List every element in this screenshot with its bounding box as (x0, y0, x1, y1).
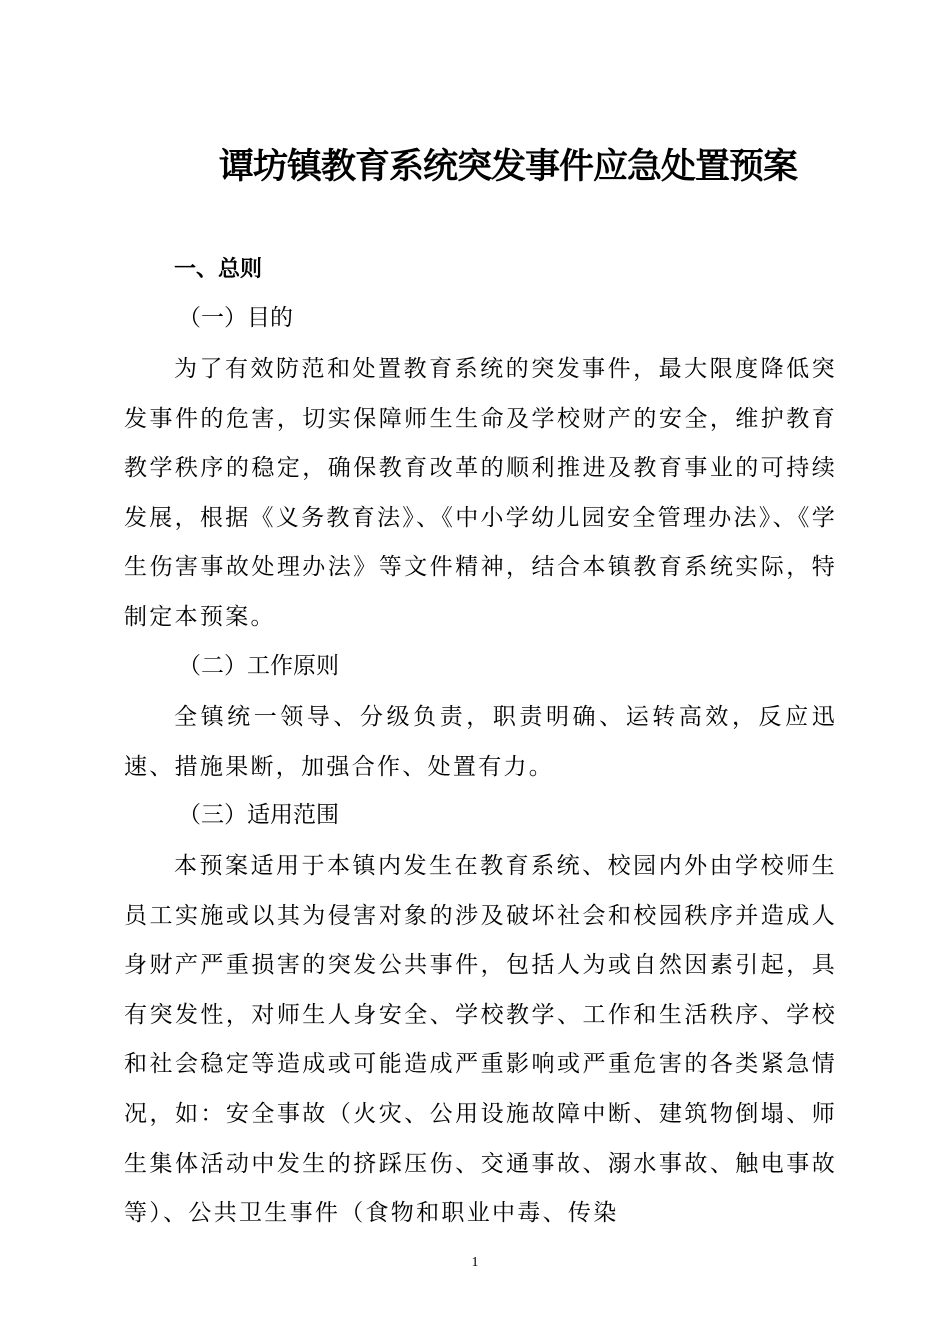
document-title: 谭坊镇教育系统突发事件应急处置预案 (218, 146, 797, 187)
paragraph-principles: 全镇统一领导、分级负责，职责明确、运转高效，反应迅速、措施果断，加强合作、处置有力。 (124, 704, 837, 780)
subsection-heading-purpose: （一）目的 (178, 305, 293, 331)
paragraph-scope: 本预案适用于本镇内发生在教育系统、校园内外由学校师生员工实施或以其为侵害对象的涉及破坏社会和校园秩序并造成人身财产严重损害的突发公共事件，包括人为或自然因素引起，具有突发性，对师生人身安全、学校教学、工作和生活秩序、学校和社会稳定等造成或可能造成严重影响或严重危害的各类紧急情况，如：安全事故（火灾、公用设施故障中断、建筑物倒塌、师生集体活动中发生的挤踩压伤、交通事故、溺水事故、触电事故等）、公共卫生事件（食物和职业中毒、传染 (124, 853, 837, 1227)
page-number: 1 (471, 1255, 479, 1270)
subsection-heading-scope: （三）适用范围 (178, 802, 339, 828)
subsection-heading-principles: （二）工作原则 (178, 653, 339, 679)
section-heading-general: 一、总则 (174, 257, 263, 282)
paragraph-purpose: 为了有效防范和处置教育系统的突发事件，最大限度降低突发事件的危害，切实保障师生生命及学校财产的安全，维护教育教学秩序的稳定，确保教育改革的顺利推进及教育事业的可持续发展，根据《义务教育法》、《中小学幼儿园安全管理办法》、《学生伤害事故处理办法》等文件精神，结合本镇教育系统实际，特制定本预案。 (124, 356, 837, 630)
